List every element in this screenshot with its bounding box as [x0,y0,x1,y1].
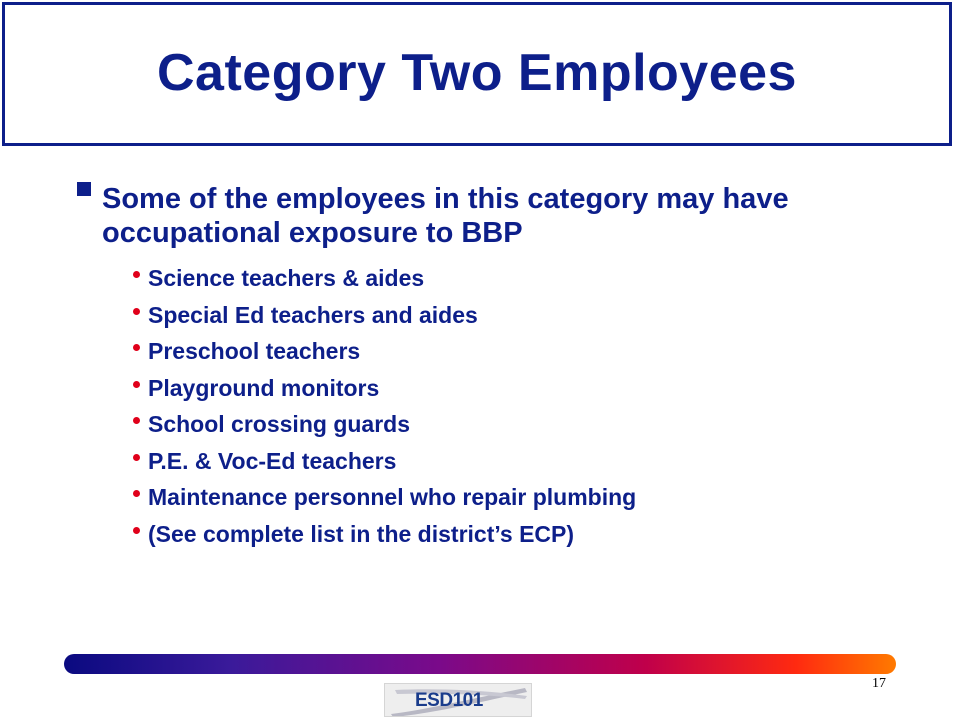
round-bullet-icon [133,454,140,461]
round-bullet-icon [133,308,140,315]
sub-bullet-text: School crossing guards [148,411,410,437]
sub-bullet-list [133,266,636,558]
round-bullet-icon [133,381,140,388]
sub-bullet-item [133,485,636,522]
sub-bullet-text: Playground monitors [148,374,380,401]
sub-bullet-text: (See complete list in the district’s ECP) [148,520,575,547]
square-bullet-icon [77,182,91,196]
sub-bullet-item [133,376,636,413]
sub-bullet-text: Special Ed teachers and aides [148,301,478,328]
sub-bullet-item [133,449,636,486]
sub-bullet-item [133,412,636,449]
main-bullet-text: Some of the employees in this category may have occupational exposure to BBP [102,183,789,249]
logo-text: ESD101 [415,690,483,711]
page-number: 17 [872,676,886,691]
sub-bullet-item [133,522,636,559]
sub-bullet-text: Maintenance personnel who repair plumbing [148,484,637,510]
round-bullet-icon [133,417,140,424]
round-bullet-icon [133,490,140,497]
round-bullet-icon [133,344,140,351]
sub-bullet-item [133,266,636,303]
sub-bullet-item [133,303,636,340]
round-bullet-icon [133,527,140,534]
slide-title: Category Two Employees [157,44,797,102]
sub-bullet-text: Preschool teachers [148,338,361,364]
sub-bullet-text: Science teachers & aides [148,265,425,291]
sub-bullet-item [133,339,636,376]
round-bullet-icon [133,271,140,278]
esd101-logo [384,683,532,717]
sub-bullet-text: P.E. & Voc-Ed teachers [148,447,397,474]
title-box [2,2,952,146]
gradient-divider-bar [64,654,896,674]
